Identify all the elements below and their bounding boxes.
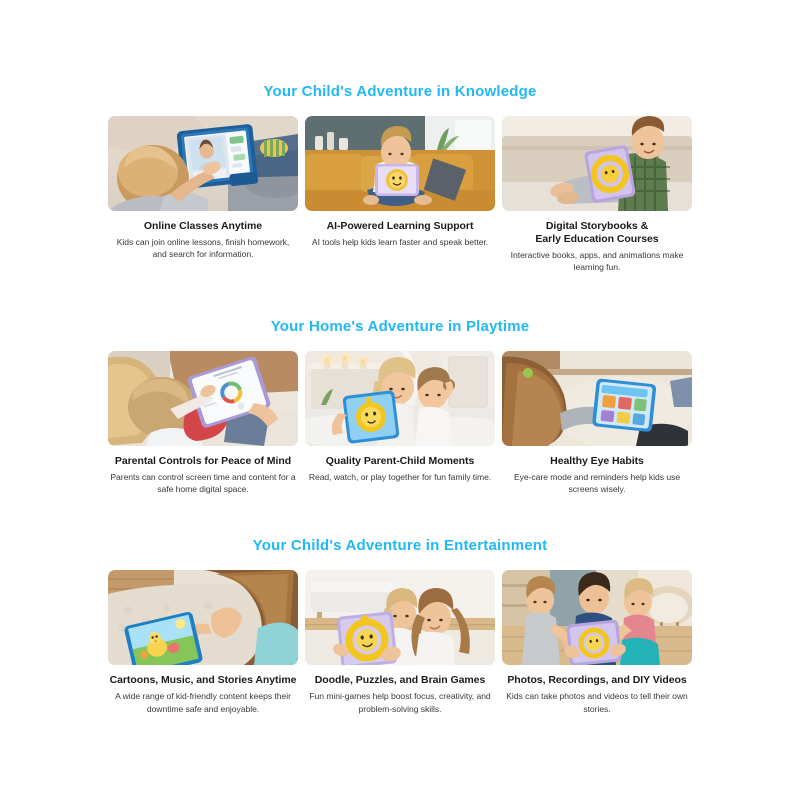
card-title [115,455,291,468]
section-knowledge [0,0,800,274]
photo-boy-with-teddy-bear-and-purple-tablet [502,116,692,211]
section-entertainment [0,495,800,715]
card-description: Interactive books, apps, and animations make learning fun. [510,250,684,273]
card-title-line: Early Education Courses [535,233,659,246]
card-title [327,220,474,233]
feature-card [108,351,298,496]
photo-mother-and-daughter-on-bed-with-blue-tablet [305,351,495,446]
card-title [110,674,297,687]
card-title-line: Cartoons, Music, and Stories Anytime [109,674,297,687]
section-heading: Your Child's Adventure in Entertainment [252,537,548,555]
feature-card [108,570,298,715]
photo-three-kids-sharing-purple-tablet [502,570,692,665]
card-title-line: Photos, Recordings, and DIY Videos [507,674,687,687]
card-title [507,674,686,687]
card-description: Eye-care mode and reminders help kids use screens wisely. [513,471,681,494]
card-title [550,455,644,468]
card-description: AI tools help kids learn faster and speak better. [311,237,489,248]
cards-row [0,116,800,274]
card-title-line: Doodle, Puzzles, and Brain Games [314,674,486,687]
photo-mother-and-daughter-with-tablet-settings [108,351,298,446]
card-title [535,220,658,246]
feature-card [305,351,495,483]
card-description: A wide range of kid-friendly content keeps their downtime safe and enjoyable. [115,691,291,714]
feature-card [108,116,298,261]
feature-card [502,351,692,496]
section-heading: Your Child's Adventure in Knowledge [263,83,537,100]
card-description: Read, watch, or play together for fun family time. [308,471,492,482]
card-description: Kids can join online lessons, finish homework, and search for information. [116,237,290,260]
cards-row [0,351,800,496]
photo-boy-video-call-on-blue-tablet [108,116,298,211]
photo-boy-on-couch-with-purple-tablet [305,116,495,211]
card-title-line: Quality Parent-Child Moments [325,454,475,467]
feature-card [305,116,495,248]
photo-two-girls-on-floor-with-purple-tablet [305,570,495,665]
card-description: Kids can take photos and videos to tell their own stories. [506,691,688,714]
card-title-line: Parental Controls for Peace of Mind [114,454,292,467]
cards-row [0,570,800,715]
card-title [326,455,475,468]
card-title [315,674,486,687]
card-title-line: Online Classes Anytime [143,220,263,232]
card-description: Fun mini-games help boost focus, creativity, and problem-solving skills. [309,691,491,714]
card-description: Parents can control screen time and content for a safe home digital space. [110,471,296,494]
section-heading: Your Home's Adventure in Playtime [270,317,530,335]
section-playtime [0,274,800,496]
card-title-line: AI-Powered Learning Support [326,220,474,232]
card-title-line: Healthy Eye Habits [550,454,644,467]
photo-girl-on-carpet-with-blue-tablet [108,570,298,665]
card-title [144,220,262,233]
card-title-line: Digital Storybooks & [545,220,649,232]
feature-card [305,570,495,715]
feature-card [502,570,692,715]
photo-girl-holding-blue-tablet-overhead-view [502,351,692,446]
feature-card [502,116,692,274]
